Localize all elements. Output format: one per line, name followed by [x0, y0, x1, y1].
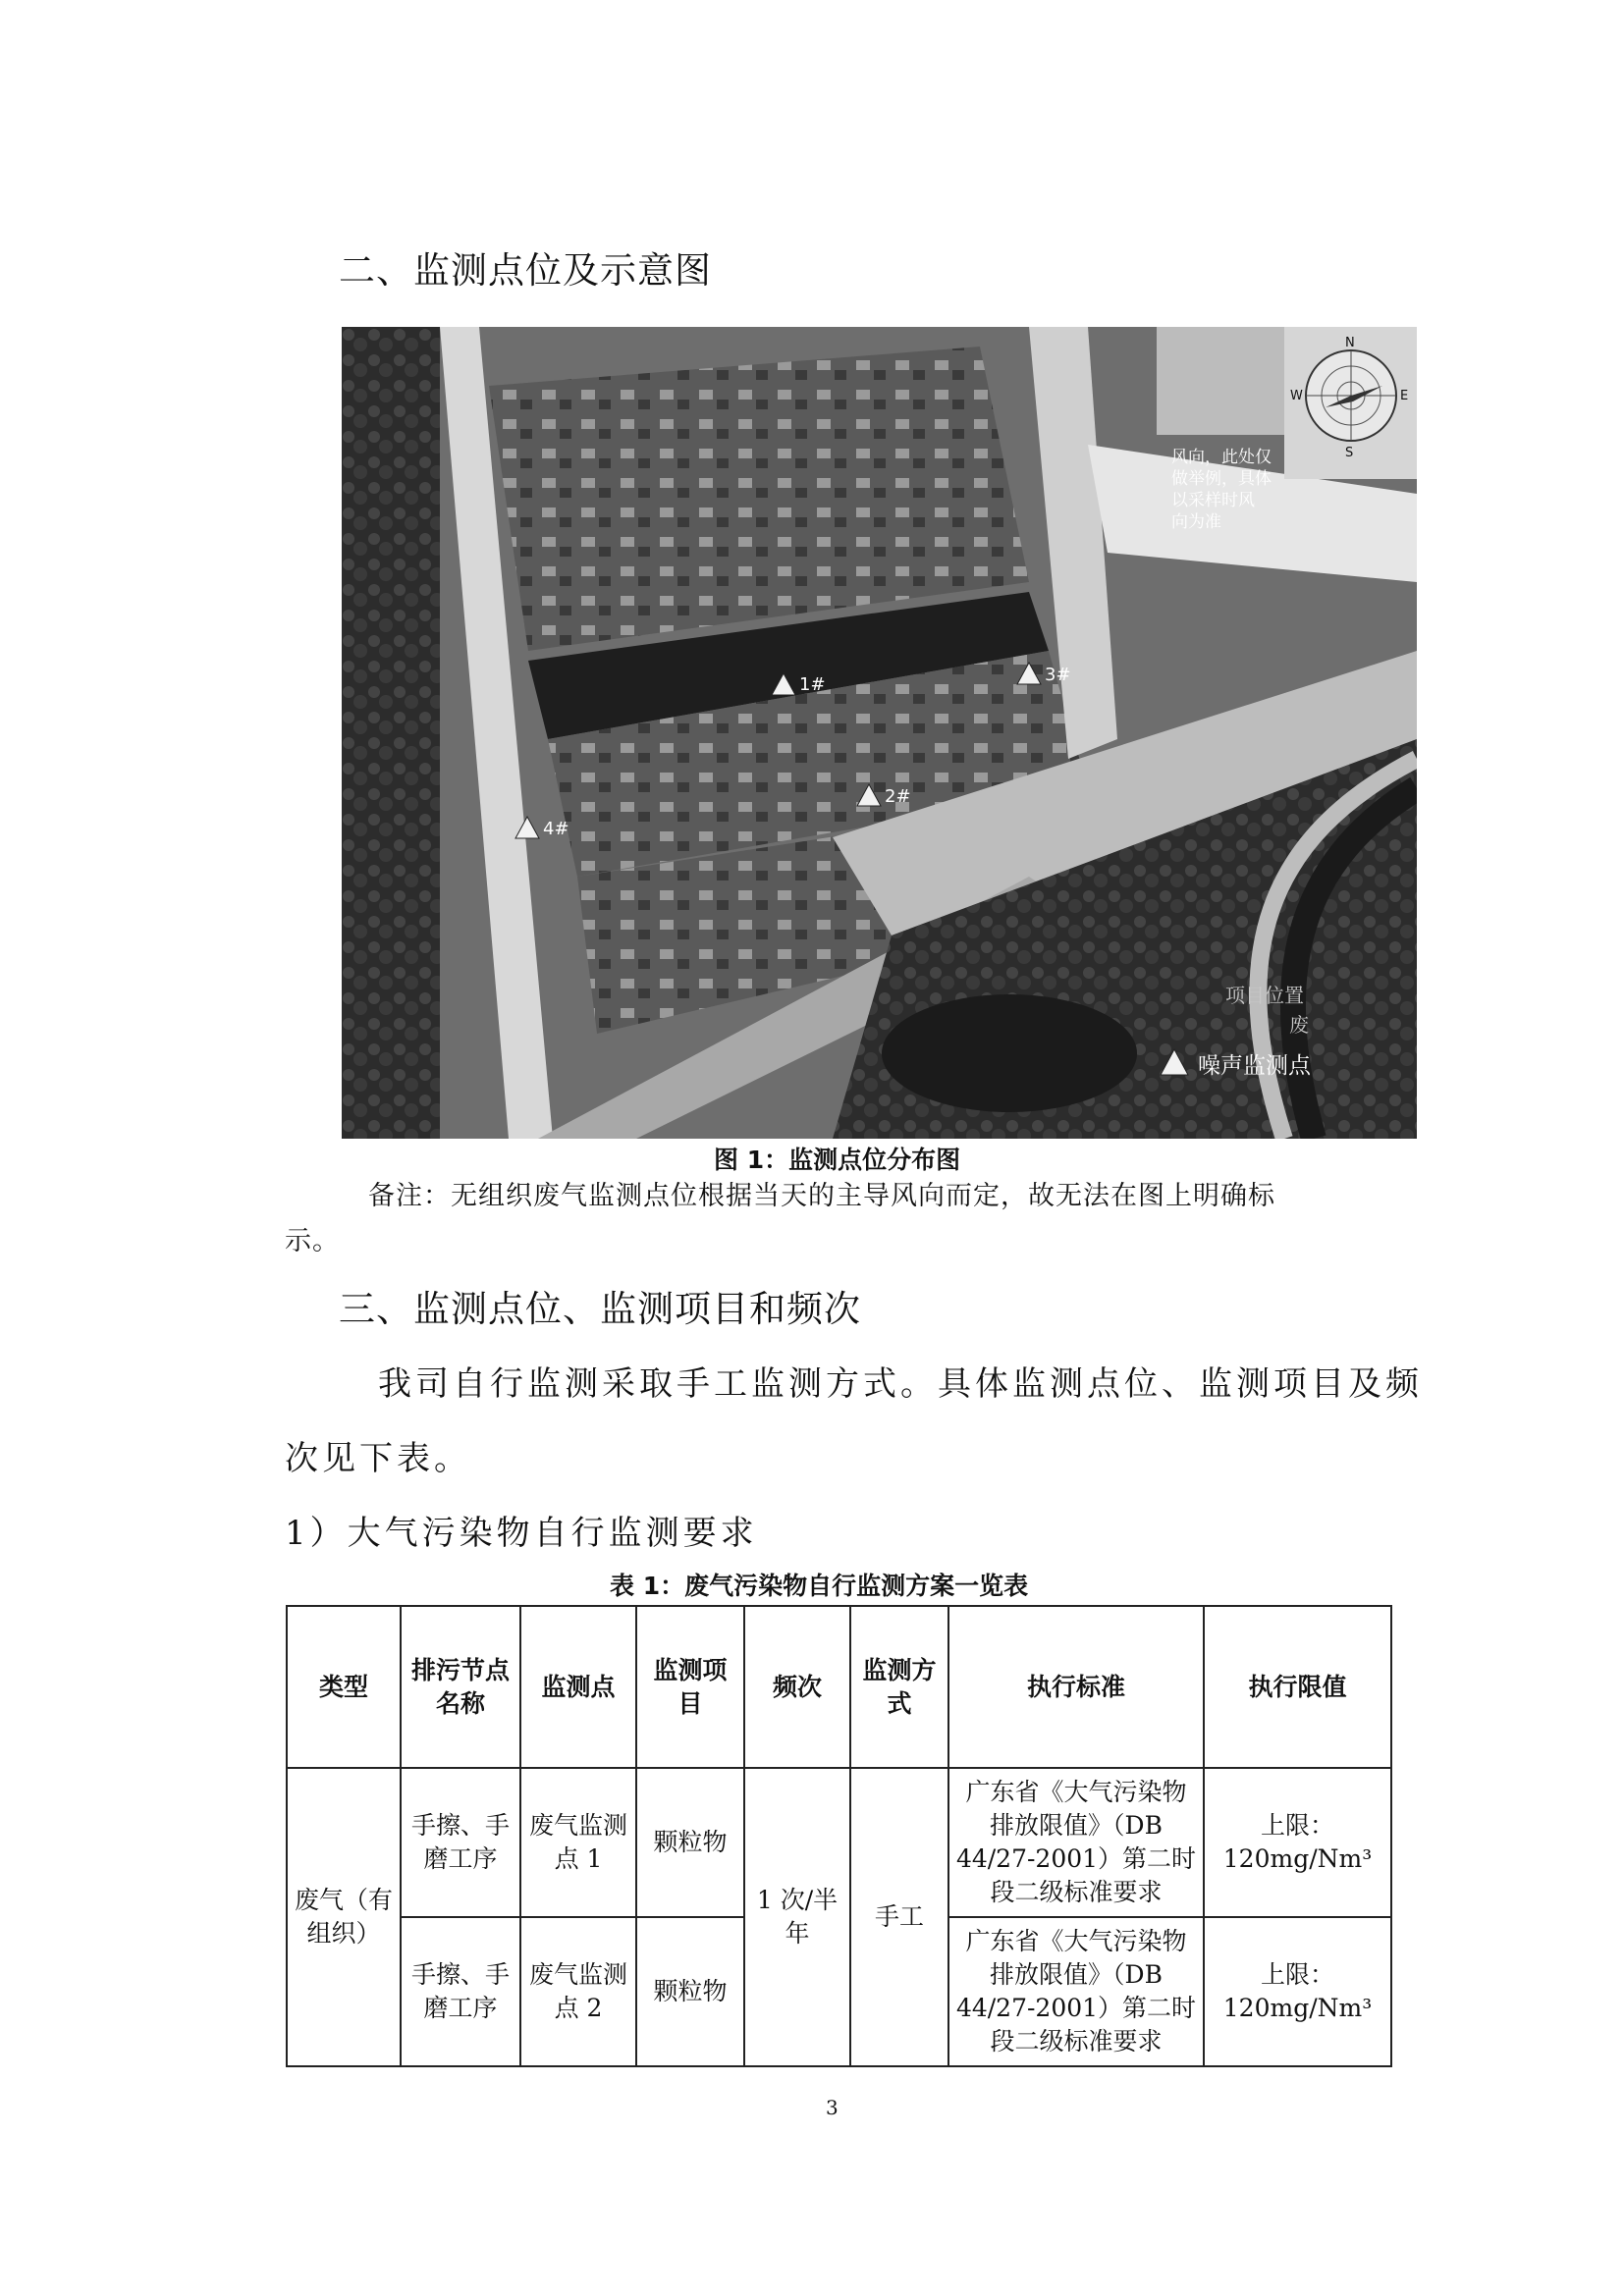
- th-limit: 执行限值: [1204, 1606, 1391, 1768]
- wind-note-line-1: 风向，此处仅: [1171, 448, 1272, 467]
- cell-standard: 广东省《大气污染物排放限值》（DB 44/27-2001）第二时段二级标准要求: [948, 1917, 1204, 2066]
- noise-legend-label: 噪声监测点: [1198, 1053, 1311, 1079]
- marker-2-label: 2#: [885, 786, 911, 807]
- wind-note-line-3: 以采样时风: [1171, 491, 1255, 510]
- wind-note-line-2: 做举例，具体: [1171, 469, 1272, 489]
- cell-node: 手擦、手磨工序: [401, 1768, 520, 1917]
- marker-1-label: 1#: [799, 674, 826, 695]
- cell-standard: 广东省《大气污染物排放限值》（DB 44/27-2001）第二时段二级标准要求: [948, 1768, 1204, 1917]
- table-header-row: [287, 1606, 1391, 1768]
- faint-label-project: 项目位置: [1225, 984, 1304, 1007]
- section-3-para-line-1: 我司自行监测采取手工监测方式。具体监测点位、监测项目及频: [378, 1364, 1423, 1404]
- compass-w: W: [1290, 389, 1303, 403]
- cell-point: 废气监测点 2: [520, 1917, 636, 2066]
- air-monitoring-table: [286, 1605, 1392, 2067]
- th-standard: 执行标准: [948, 1606, 1204, 1768]
- wind-rose: [1284, 327, 1417, 479]
- monitoring-map: [342, 327, 1417, 1139]
- th-method: 监测方式: [850, 1606, 948, 1768]
- note-line-1: 备注：无组织废气监测点位根据当天的主导风向而定，故无法在图上明确标: [368, 1181, 1275, 1211]
- section-3-heading: 三、监测点位、监测项目和频次: [339, 1288, 861, 1330]
- figure-caption: 图 1：监测点位分布图: [714, 1146, 961, 1174]
- cell-node: 手擦、手磨工序: [401, 1917, 520, 2066]
- note-line-2: 示。: [285, 1226, 340, 1256]
- th-point: 监测点: [520, 1606, 636, 1768]
- cell-limit: 上限：120mg/Nm³: [1204, 1917, 1391, 2066]
- cell-frequency: 1 次/半年: [744, 1768, 850, 2066]
- page-number: 3: [826, 2096, 839, 2119]
- cell-method: 手工: [850, 1768, 948, 2066]
- cell-item: 颗粒物: [636, 1917, 744, 2066]
- faint-label-waste: 废: [1289, 1013, 1309, 1037]
- th-node: 排污节点名称: [401, 1606, 520, 1768]
- marker-3-label: 3#: [1045, 665, 1071, 685]
- marker-4-label: 4#: [543, 819, 569, 839]
- table-row: [287, 1768, 1391, 1917]
- th-type: 类型: [287, 1606, 401, 1768]
- subsection-air-heading: 1）大气污染物自行监测要求: [285, 1514, 758, 1553]
- th-frequency: 频次: [744, 1606, 850, 1768]
- table-caption: 表 1：废气污染物自行监测方案一览表: [610, 1572, 1029, 1600]
- cell-limit: 上限：120mg/Nm³: [1204, 1768, 1391, 1917]
- wind-note-line-4: 向为准: [1171, 512, 1221, 532]
- cell-type: 废气（有组织）: [287, 1768, 401, 2066]
- compass-e: E: [1400, 389, 1409, 403]
- compass-n: N: [1345, 336, 1355, 350]
- cell-point: 废气监测点 1: [520, 1768, 636, 1917]
- section-2-heading: 二、监测点位及示意图: [339, 249, 712, 292]
- compass-s: S: [1345, 446, 1354, 460]
- th-item: 监测项目: [636, 1606, 744, 1768]
- section-3-para-line-2: 次见下表。: [285, 1439, 471, 1478]
- cell-item: 颗粒物: [636, 1768, 744, 1917]
- aerial-photo: [342, 327, 1417, 1139]
